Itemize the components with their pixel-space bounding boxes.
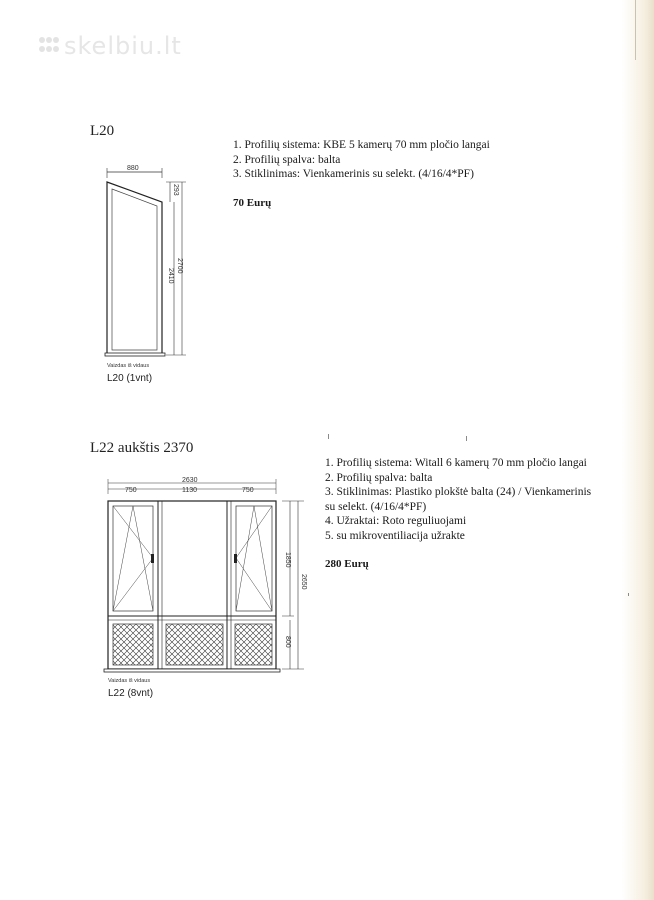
dim-upper-l22: 1850	[284, 552, 291, 568]
item-title-l22: L22 aukštis 2370	[90, 440, 194, 456]
caption-l20: L20 (1vnt)	[107, 373, 153, 384]
spec-line: 1. Profilių sistema: KBE 5 kamerų 70 mm pločio langai	[233, 139, 490, 151]
page-edge-shadow	[622, 0, 654, 900]
caption-l22: L22 (8vnt)	[108, 688, 154, 699]
spec-line: 2. Profilių spalva: balta	[233, 153, 341, 166]
spec-line: su selekt. (4/16/4*PF)	[325, 500, 427, 513]
dim-width-l20: 880	[127, 165, 139, 172]
spec-line: 4. Užraktai: Roto reguliuojami	[325, 515, 467, 527]
scan-speck	[328, 434, 329, 439]
price-l22: 280 Eurų	[325, 558, 369, 570]
watermark	[36, 32, 182, 60]
watermark-text: skelbiu.lt	[64, 32, 182, 60]
spec-list-l20	[233, 138, 490, 182]
spec-line: 3. Stiklinimas: Plastiko plokštė balta (24) / Vienkamerinis	[325, 486, 592, 498]
dim-middle-l22: 1130	[182, 487, 198, 494]
spec-line: 3. Stiklinimas: Vienkamerinis su selekt. (4/16/4*PF)	[233, 168, 474, 180]
dim-total-height-l22: 2650	[300, 574, 307, 590]
spec-line: 2. Profilių spalva: balta	[325, 471, 433, 484]
view-label-l22: Vaizdas iš vidaus	[108, 678, 151, 684]
spec-line: 5. su mikroventiliacija užrakte	[325, 529, 465, 542]
dim-side-height-l20: 2410	[167, 268, 174, 284]
dim-total-width-l22: 2630	[182, 477, 198, 484]
spec-list-l22	[325, 456, 591, 543]
dim-lower-l22: 800	[284, 636, 291, 648]
view-label-l20: Vaizdas iš vidaus	[107, 363, 150, 369]
price-l20: 70 Eurų	[233, 197, 272, 209]
scan-speck	[628, 593, 629, 596]
dim-total-height-l20: 2700	[176, 258, 183, 274]
dim-top-offset-l20: 293	[172, 184, 179, 196]
spec-line: 1. Profilių sistema: Witall 6 kamerų 70 mm pločio langai	[325, 457, 587, 469]
scan-speck	[466, 436, 467, 441]
window-drawing-l20	[92, 160, 202, 375]
window-drawing-l22	[100, 474, 310, 684]
dim-right-l22: 750	[242, 487, 254, 494]
dim-left-l22: 750	[125, 487, 137, 494]
people-icon	[36, 34, 60, 58]
page-edge-line	[635, 0, 636, 60]
item-title-l20: L20	[90, 123, 115, 139]
